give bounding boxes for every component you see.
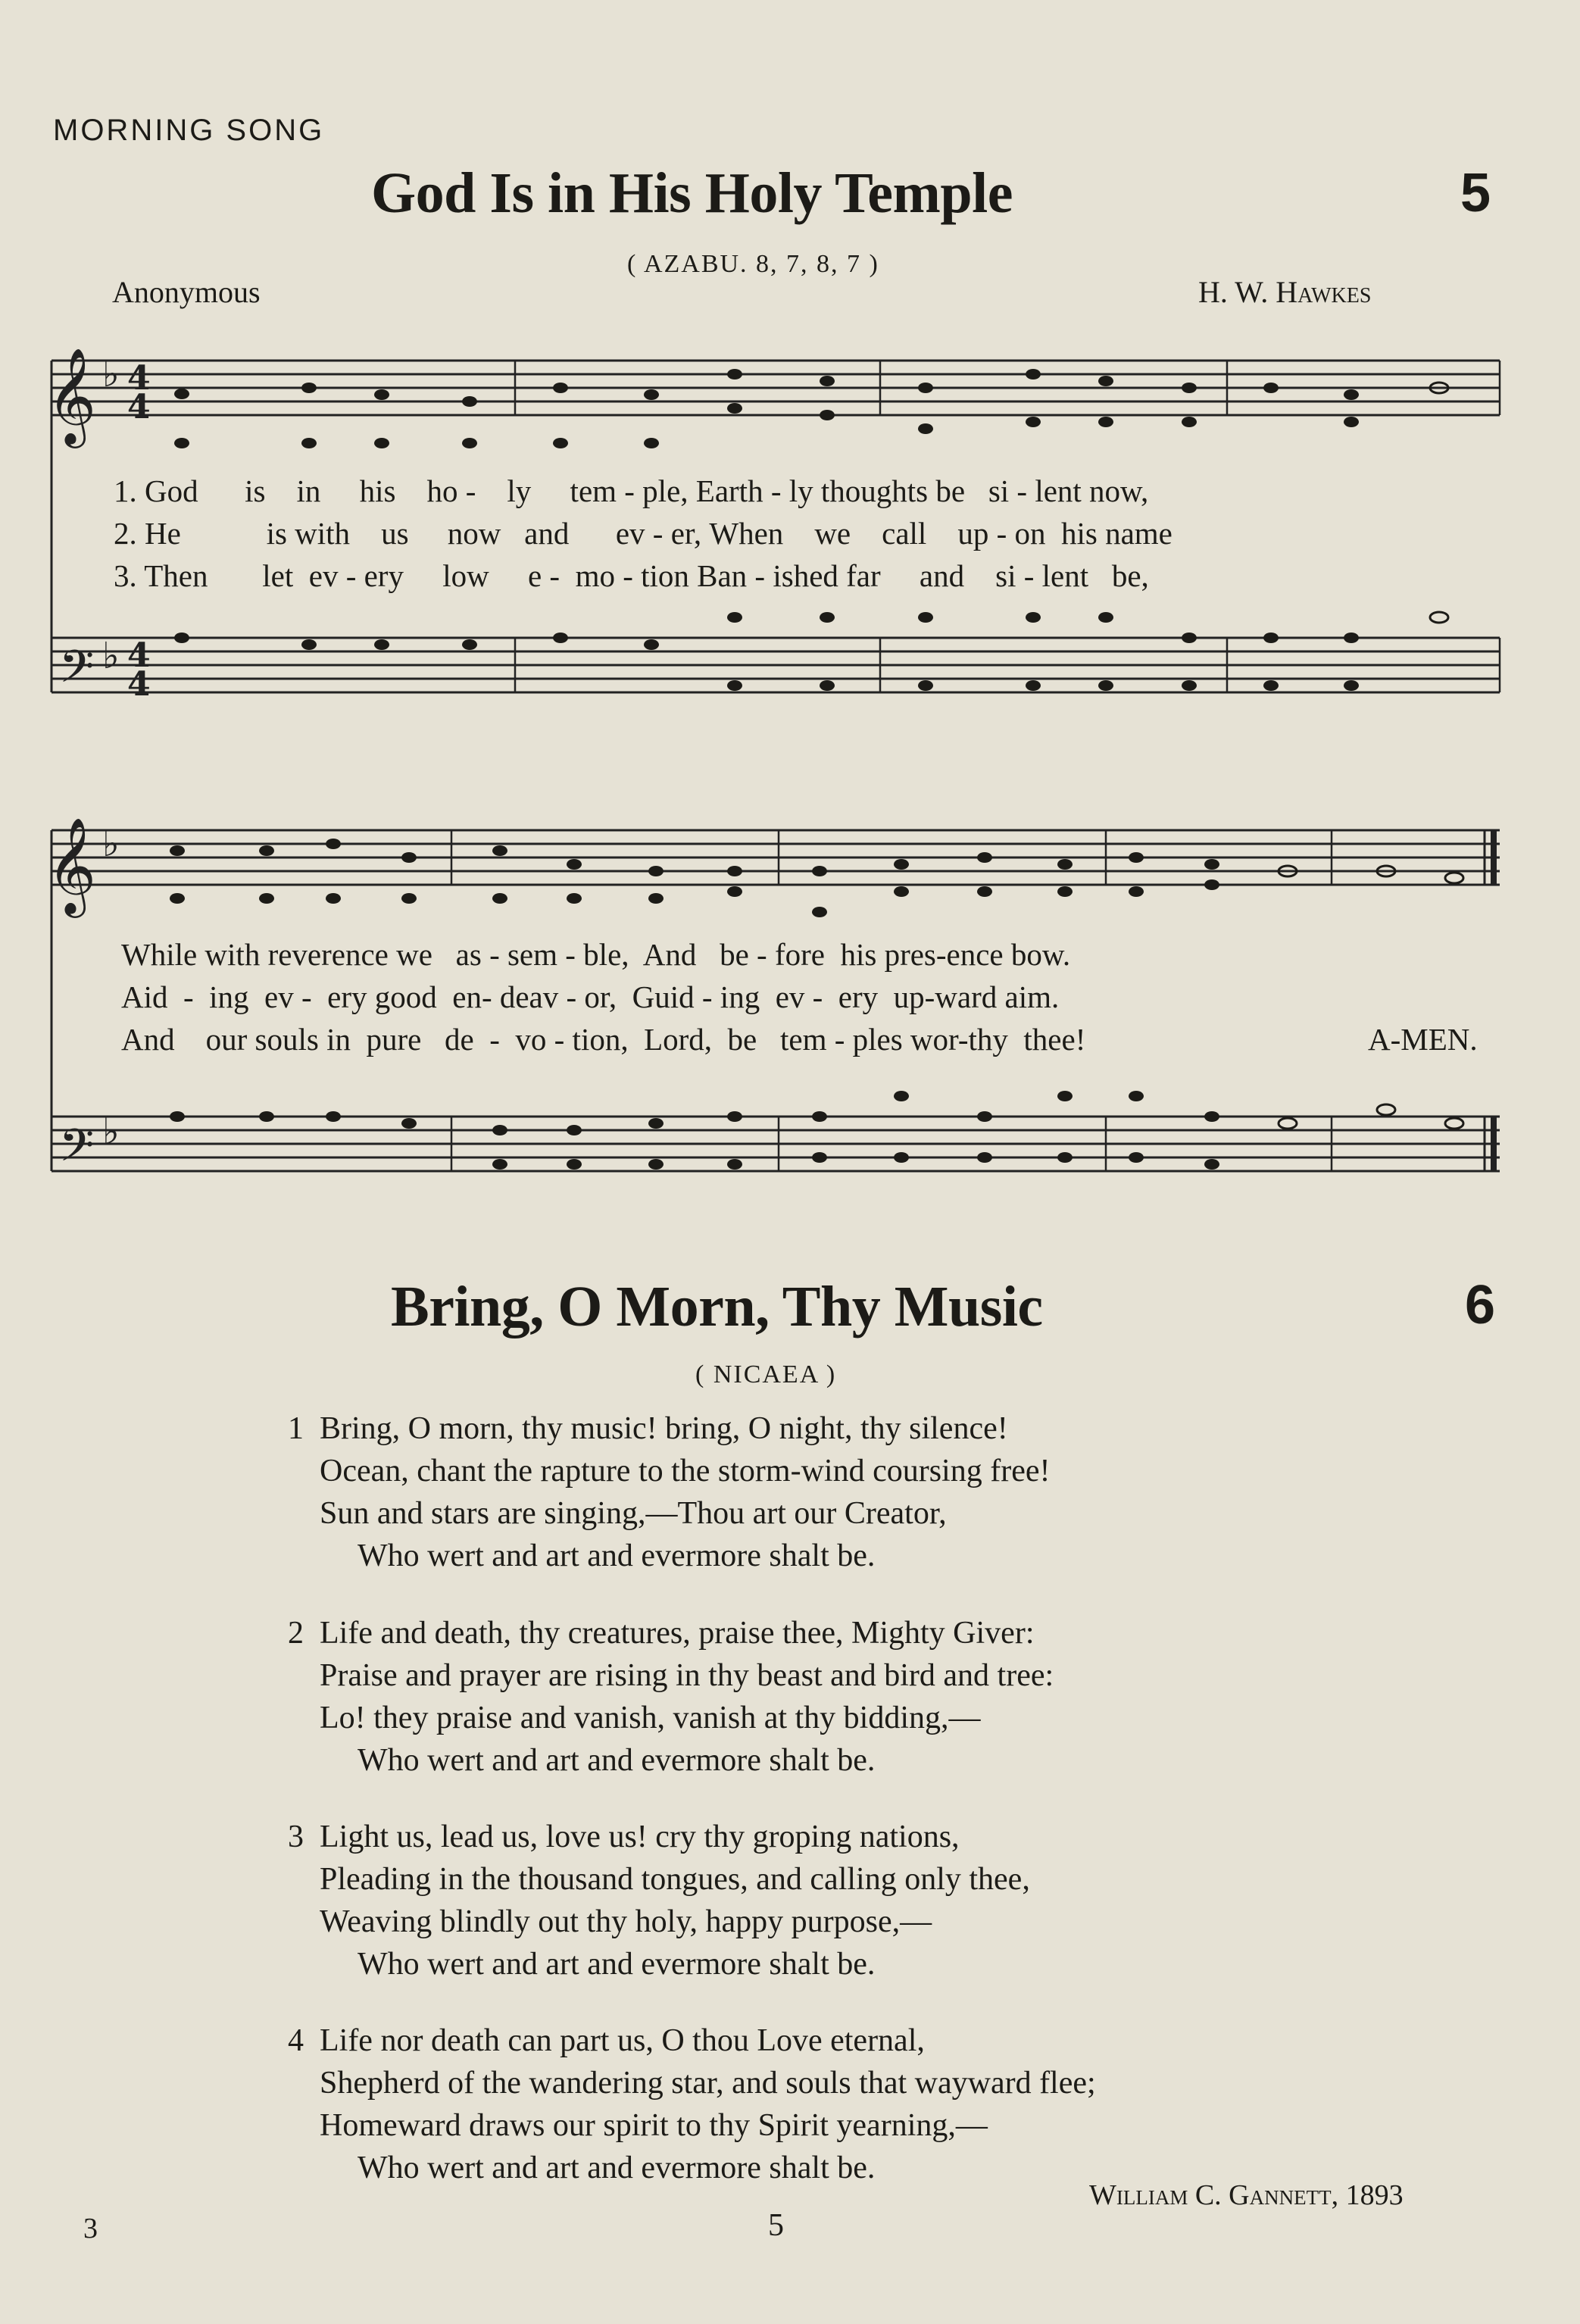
verse-number: 1	[288, 1411, 304, 1446]
hymn-6-verse-2: 2 Life and death, thy creatures, praise thee, Mighty Giver: Praise and prayer are rising in thy beast and bird and tree: Lo! they praise and vanish, vanish at thy bidding,— Who wert and art and evermore shalt be.	[288, 1612, 1054, 1782]
verse-number: 3	[288, 1820, 304, 1854]
verse-number: 2	[288, 1616, 304, 1651]
verse-number: 4	[288, 2023, 304, 2058]
hymn-6-tune: ( NICAEA )	[695, 1360, 837, 1388]
hymn-5-amen: A-MEN.	[1368, 1022, 1478, 1057]
hymn-5-author: Anonymous	[112, 275, 261, 309]
system-1-treble-staff	[52, 361, 1500, 415]
hymn-5-lyrics-line-2: 2. He is with us now and ev - er, When we call up - on his name	[114, 516, 1173, 551]
system-2-bass-staff	[52, 1117, 1500, 1171]
svg-text:4: 4	[127, 636, 151, 675]
page-number: 5	[768, 2208, 784, 2243]
hymn-6-title: Bring, O Morn, Thy Music	[391, 1275, 1043, 1338]
section-label: MORNING SONG	[53, 114, 325, 147]
svg-text:4: 4	[127, 665, 151, 704]
svg-text:4: 4	[127, 359, 151, 398]
hymn-6-verse-3: 3 Light us, lead us, love us! cry thy groping nations, Pleading in the thousand tongues, and calling only thee, Weaving blindly out thy holy, happy purpose,— Who wert and art and evermore shalt be.	[288, 1816, 1030, 1985]
svg-text:♭: ♭	[102, 823, 120, 865]
signature-mark: 3	[83, 2213, 98, 2244]
hymn-5-lyrics-line-3: 3. Then let ev - ery low e - mo - tion Ban - ished far and si - lent be,	[114, 558, 1149, 593]
svg-text:♭: ♭	[102, 1110, 120, 1153]
hymn-5-number: 5	[1460, 163, 1491, 223]
hymn-5-lyrics-line-1: 1. God is in his ho - ly tem - ple, Earth - ly thoughts be si - lent now,	[114, 473, 1149, 508]
bass-clef-icon: 𝄢	[59, 1119, 95, 1182]
hymn-5-lyrics-line-6: And our souls in pure de - vo - tion, Lord, be tem - ples wor-thy thee!	[121, 1022, 1086, 1057]
hymn-5-lyrics-line-5: Aid - ing ev - ery good en- deav - or, Guid - ing ev - ery up-ward aim.	[121, 979, 1060, 1014]
hymn-6-verse-4: 4 Life nor death can part us, O thou Love eternal, Shepherd of the wandering star, and souls that wayward flee; Homeward draws our spirit to thy Spirit yearning,— Who wert and art and evermore shalt be.	[288, 2019, 1096, 2189]
svg-text:♭: ♭	[102, 353, 120, 395]
hymn-6-verse-1: 1 Bring, O morn, thy music! bring, O night, thy silence! Ocean, chant the rapture to the storm-wind coursing free! Sun and stars are singing,—Thou art our Creator, Who wert and art and evermore shalt be.	[288, 1407, 1050, 1577]
hymn-5-title: God Is in His Holy Temple	[371, 161, 1013, 225]
treble-clef-icon: 𝄞	[47, 817, 97, 914]
bass-clef-icon: 𝄢	[59, 640, 95, 704]
hymn-6-attribution: William C. Gannett, 1893	[1089, 2179, 1404, 2211]
hymn-5-lyrics-line-4: While with reverence we as - sem - ble, And be - fore his pres-ence bow.	[121, 937, 1071, 972]
hymn-5-tune: ( AZABU. 8, 7, 8, 7 )	[627, 250, 879, 278]
treble-clef-icon: 𝄞	[47, 347, 97, 444]
hymn-6-number: 6	[1465, 1275, 1496, 1335]
svg-text:♭: ♭	[102, 635, 120, 677]
system-1-bass-staff	[52, 638, 1500, 692]
hymn-5-composer: H. W. Hawkes	[1198, 275, 1372, 309]
svg-text:4: 4	[127, 388, 151, 426]
